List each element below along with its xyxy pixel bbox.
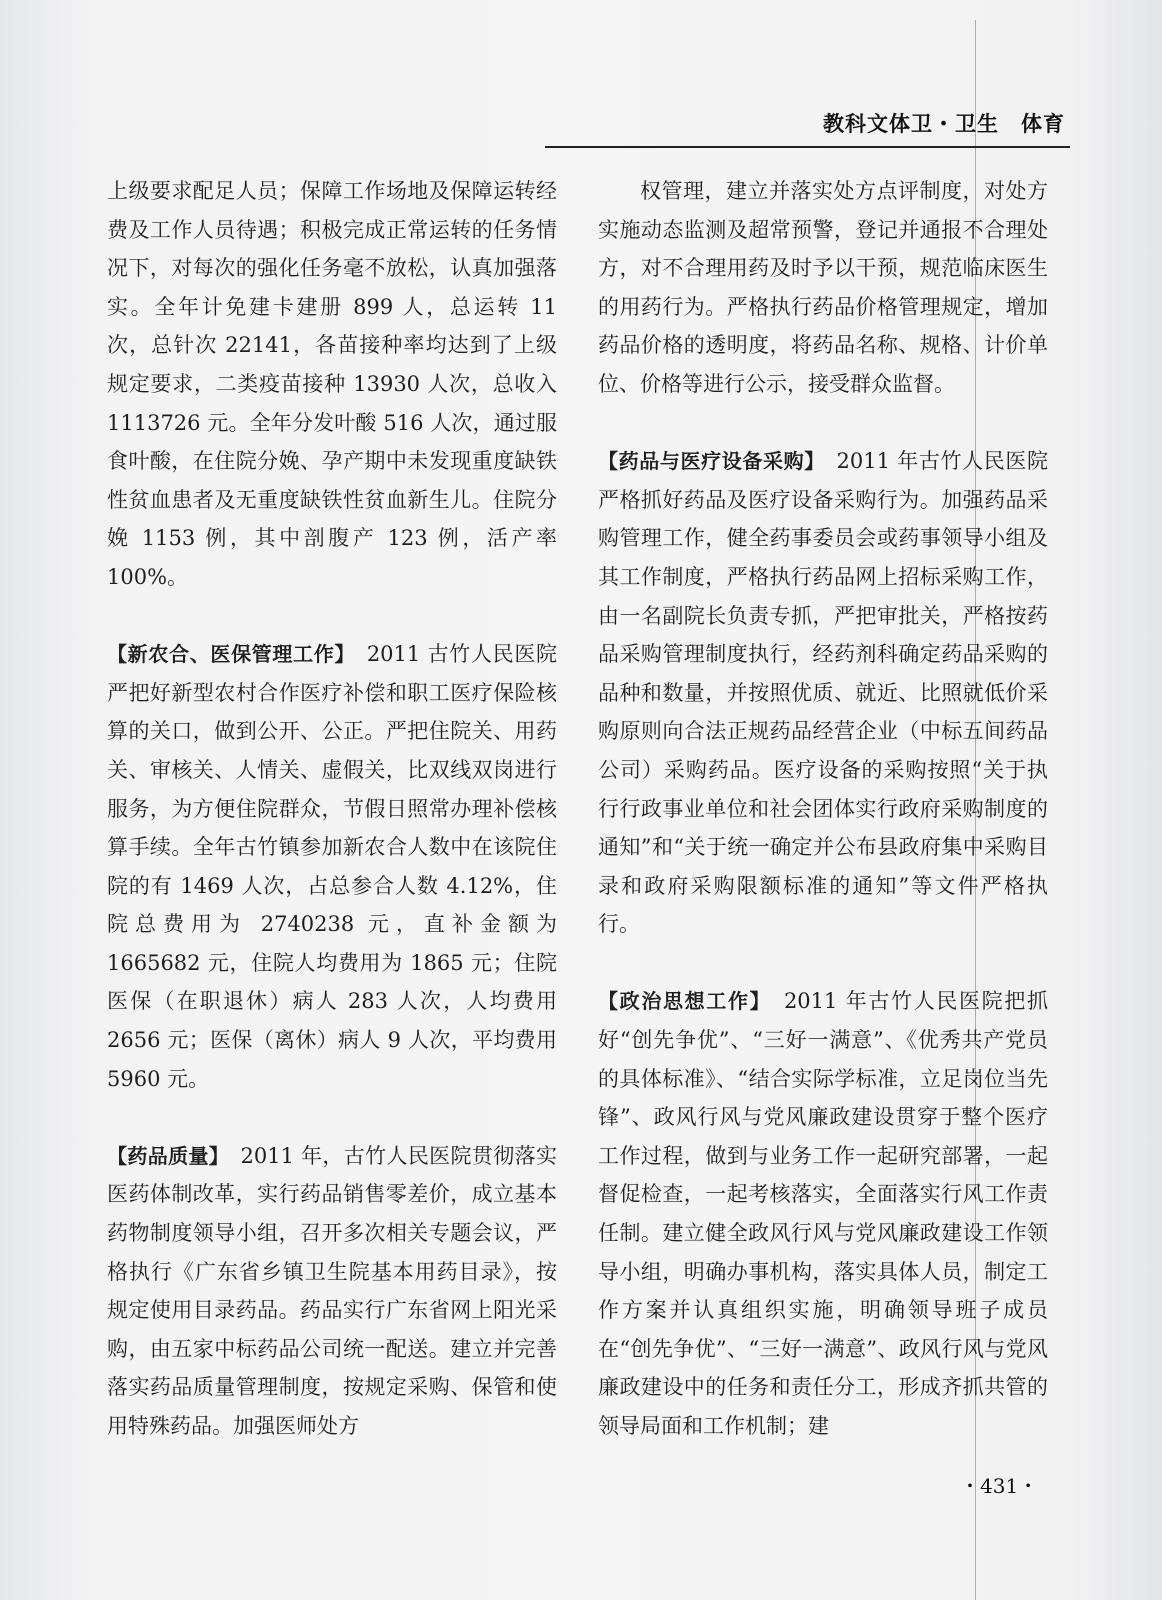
continuation-paragraph: 上级要求配足人员；保障工作场地及保障运转经费及工作人员待遇；积极完成正常运转的任务情况下，对每次的强化任务毫不放松，认真加强落实。全年计免建卡建册 899 人，总运转 11 次，总针次 22141，各苗接种率均达到了上级规定要求，二类疫苗接种 13930 人次，总收入 1113726 元。全年分发叶酸 516 人次，通过服食叶酸，在住院分娩、孕产期中未发现重度缺铁性贫血患者及无重度缺铁性贫血新生儿。住院分娩 1153 例，其中剖腹产 123 例，活产率 100%。 (107, 179, 557, 589)
section-text: 2011 年，古竹人民医院贯彻落实医药体制改革，实行药品销售零差价，成立基本药物制度领导小组，召开多次相关专题会议，严格执行《广东省乡镇卫生院基本用药目录》，按规定使用目录药品。药品实行广东省网上阳光采购，由五家中标药品公司统一配送。建立并完善落实药品质量管理制度，按规定采购、保管和使用特殊药品。加强医师处方 (107, 1143, 557, 1438)
section-drug-quality (107, 1137, 557, 1446)
header-rule (545, 146, 1070, 148)
page-number: ・431・ (960, 1474, 1039, 1498)
right-column (598, 172, 1048, 1446)
section-title: 【政治思想工作】 (598, 989, 762, 1014)
section-text: 2011 年古竹人民医院严格抓好药品及医疗设备采购行为。加强药品采购管理工作，健全药事委员会或药事领导小组及其工作制度，严格执行药品网上招标采购工作，由一名副院长负责专抓，严把审批关，严格按药品采购管理制度执行，经药剂科确定药品采购的品种和数量，并按照优质、就近、比照就低价采购原则向合法正规药品经营企业（中标五间药品公司）采购药品。医疗设备的采购按照“关于执行行政事业单位和社会团体实行政府采购制度的通知”和“关于统一确定并公布县政府集中采购目录和政府采购限额标准的通知”等文件严格执行。 (598, 449, 1048, 937)
section-political-work (598, 982, 1048, 1445)
left-column (107, 172, 557, 1446)
running-header: 教科文体卫・卫生 体育 (823, 112, 1065, 136)
section-title: 【新农合、医保管理工作】 (107, 642, 346, 667)
section-text: 2011 年古竹人民医院把抓好“创先争优”、“三好一满意”、《优秀共产党员的具体标准》、“结合实际学标准，立足岗位当先锋”、政风行风与党风廉政建设贯穿于整个医疗工作过程，做到与业务工作一起研究部署，一起督促检查，一起考核落实，全面落实行风工作责任制。建立健全政风行风与党风廉政建设工作领导小组，明确办事机构，落实具体人员，制定工作方案并认真组织实施，明确领导班子成员在“创先争优”、“三好一满意”、政风行风与党风廉政建设中的任务和责任分工，形成齐抓共管的领导局面和工作机制；建 (598, 989, 1048, 1438)
section-text: 2011 古竹人民医院严把好新型农村合作医疗补偿和职工医疗保险核算的关口，做到公开、公正。严把住院关、用药关、审核关、人情关、虚假关，比双线双岗进行服务，为方便住院群众，节假日照常办理补偿核算手续。全年古竹镇参加新农合人数中在该院住院的有 1469 人次，占总参合人数 4.12%，住院总费用为 2740238 元，直补金额为 1665682 元，住院人均费用为 1865 元；住院医保（在职退休）病人 283 人次，人均费用 2656 元；医保（离休）病人 9 人次，平均费用 5960 元。 (107, 642, 558, 1091)
continuation-paragraph: 权管理，建立并落实处方点评制度，对处方实施动态监测及超常预警，登记并通报不合理处方，对不合理用药及时予以干预，规范临床医生的用药行为。严格执行药品价格管理规定，增加药品价格的透明度，将药品名称、规格、计价单位、价格等进行公示，接受群众监督。 (598, 179, 1048, 396)
section-new-rural-cooperative (107, 635, 557, 1098)
section-title: 【药品质量】 (107, 1143, 220, 1168)
section-procurement (598, 442, 1048, 944)
section-title: 【药品与医疗设备采购】 (598, 449, 815, 474)
